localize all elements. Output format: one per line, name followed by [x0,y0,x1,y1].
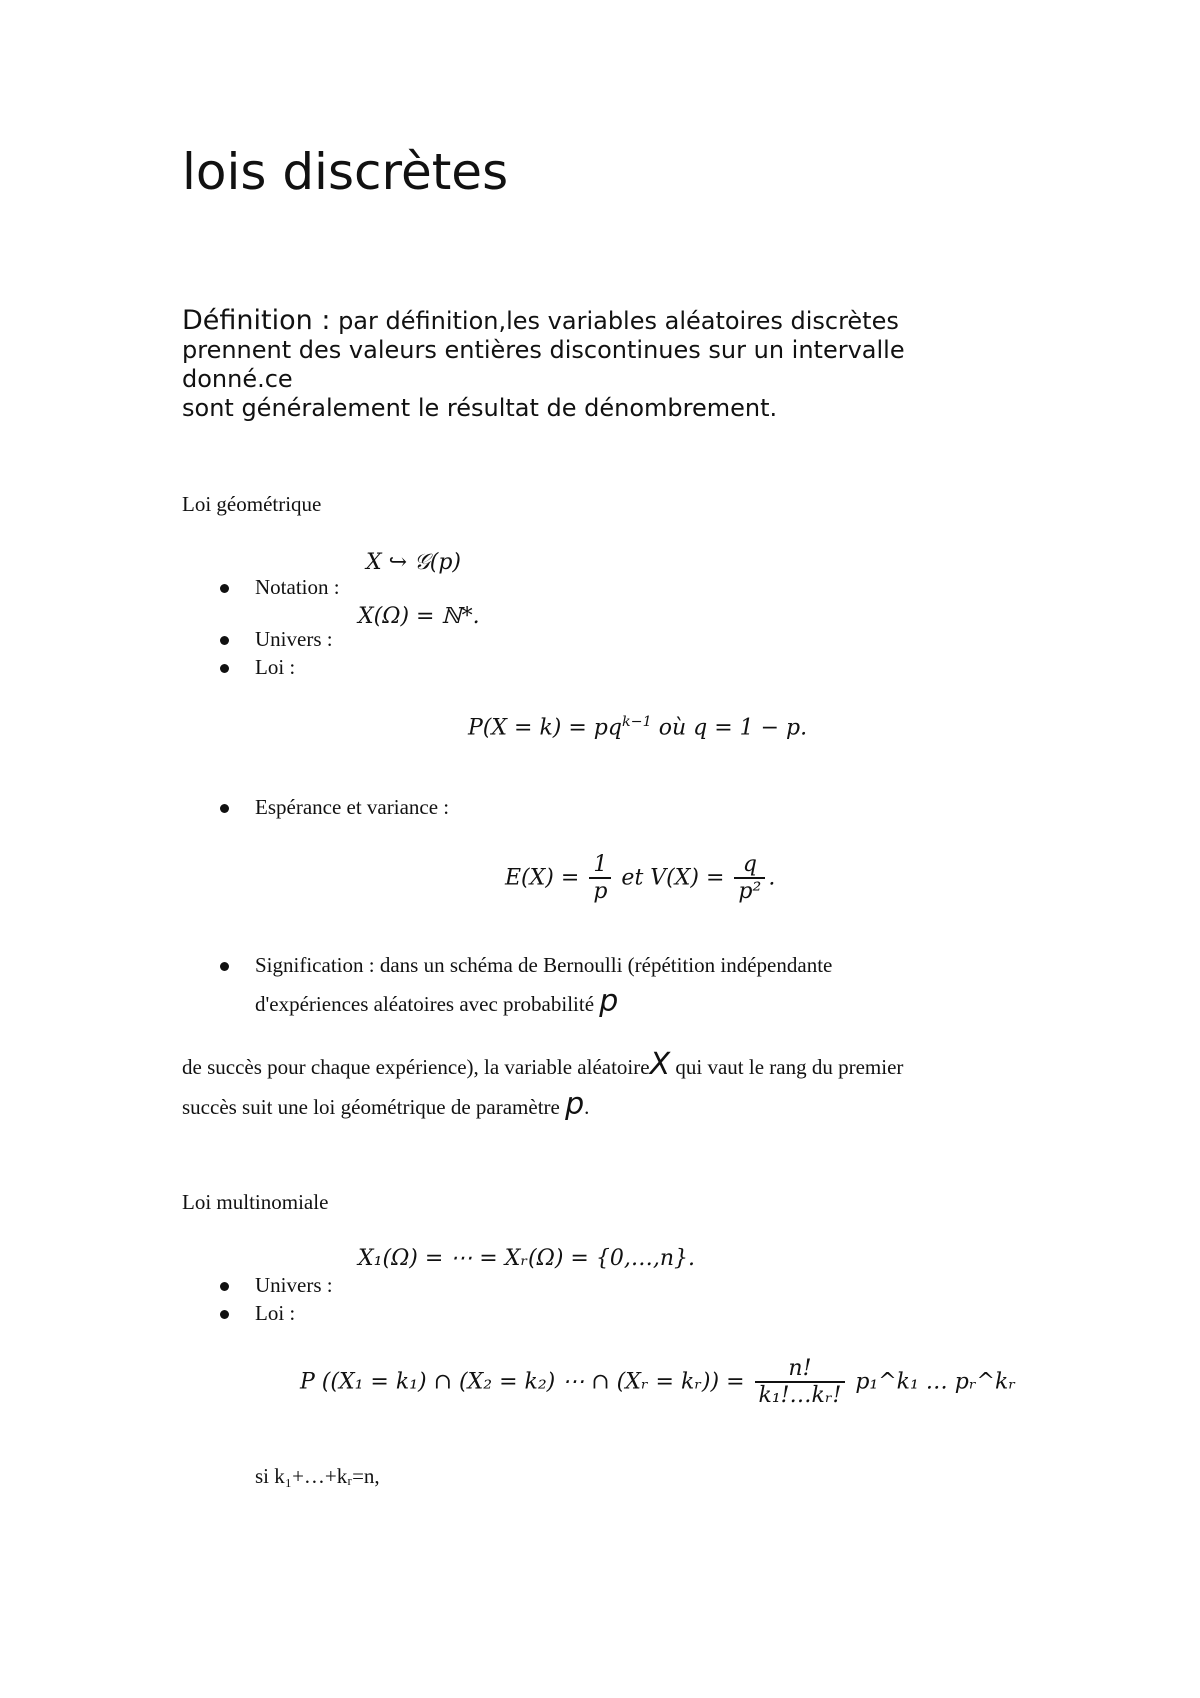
label-esperance-variance: Espérance et variance : [255,795,450,819]
bullet-icon [220,1310,229,1319]
bullet-icon [220,664,229,673]
definition-block [182,306,982,423]
definition-text-line4: sont généralement le résultat de dénombrement. [182,394,778,422]
var-X: X [649,1047,671,1082]
definition-text-line2: prennent des valeurs entières discontinues sur un intervalle [182,336,905,364]
bullet-icon [220,804,229,813]
document-title: lois discrètes [182,143,509,201]
formula-univers-multinomial: X₁(Ω) = ⋯ = Xᵣ(Ω) = {0,…,n}. [358,1246,695,1271]
paragraph-line1: de succès pour chaque expérience), la variable aléatoireX qui vaut le rang du premier [182,1047,904,1082]
bullet-icon [220,962,229,971]
label-loi: Loi : [255,655,296,679]
formula-notation: X ↪ 𝒢(p) [366,550,461,575]
label-notation: Notation : [255,575,340,599]
bullet-icon [220,636,229,645]
bullet-icon [220,584,229,593]
definition-text-line3: donné.ce [182,365,293,393]
signification-line2: d'expériences aléatoires avec probabilité p [255,984,619,1019]
label-univers-multinomial: Univers : [255,1273,333,1297]
bullet-icon [220,1282,229,1291]
var-p: p [599,984,619,1019]
section-heading-geometric: Loi géométrique [182,492,322,516]
label-univers: Univers : [255,627,333,651]
section-heading-multinomial: Loi multinomiale [182,1190,329,1214]
signification-line1: Signification : dans un schéma de Bernoulli (répétition indépendante [255,953,833,977]
paragraph-line2: succès suit une loi géométrique de paramètre p. [182,1087,590,1122]
condition-text: si k₁+…+kᵣ=n, [255,1464,380,1488]
label-loi-multinomial: Loi : [255,1301,296,1325]
formula-loi-geometric: $P(X = k) = pq^{k-1}$ où q = 1 − p. [468,714,808,741]
formula-esperance-variance: E(X) = $\frac{1}{p}$ et V(X) = $\frac{q}{\text{p²}}$ . [505,852,776,905]
formula-loi-multinomial: P ((X₁ = k₁) ∩ (X₂ = k₂) ⋯ ∩ (Xᵣ = kᵣ)) = $\frac{n!}{\text{k₁!…kᵣ!}}$ p₁^k₁ … pᵣ^kᵣ [300,1356,1016,1409]
formula-univers: X(Ω) = ℕ*. [358,604,480,629]
var-p: p [565,1087,585,1122]
definition-label: Définition : [182,305,331,336]
definition-text-line1: par définition,les variables aléatoires discrètes [338,307,899,335]
